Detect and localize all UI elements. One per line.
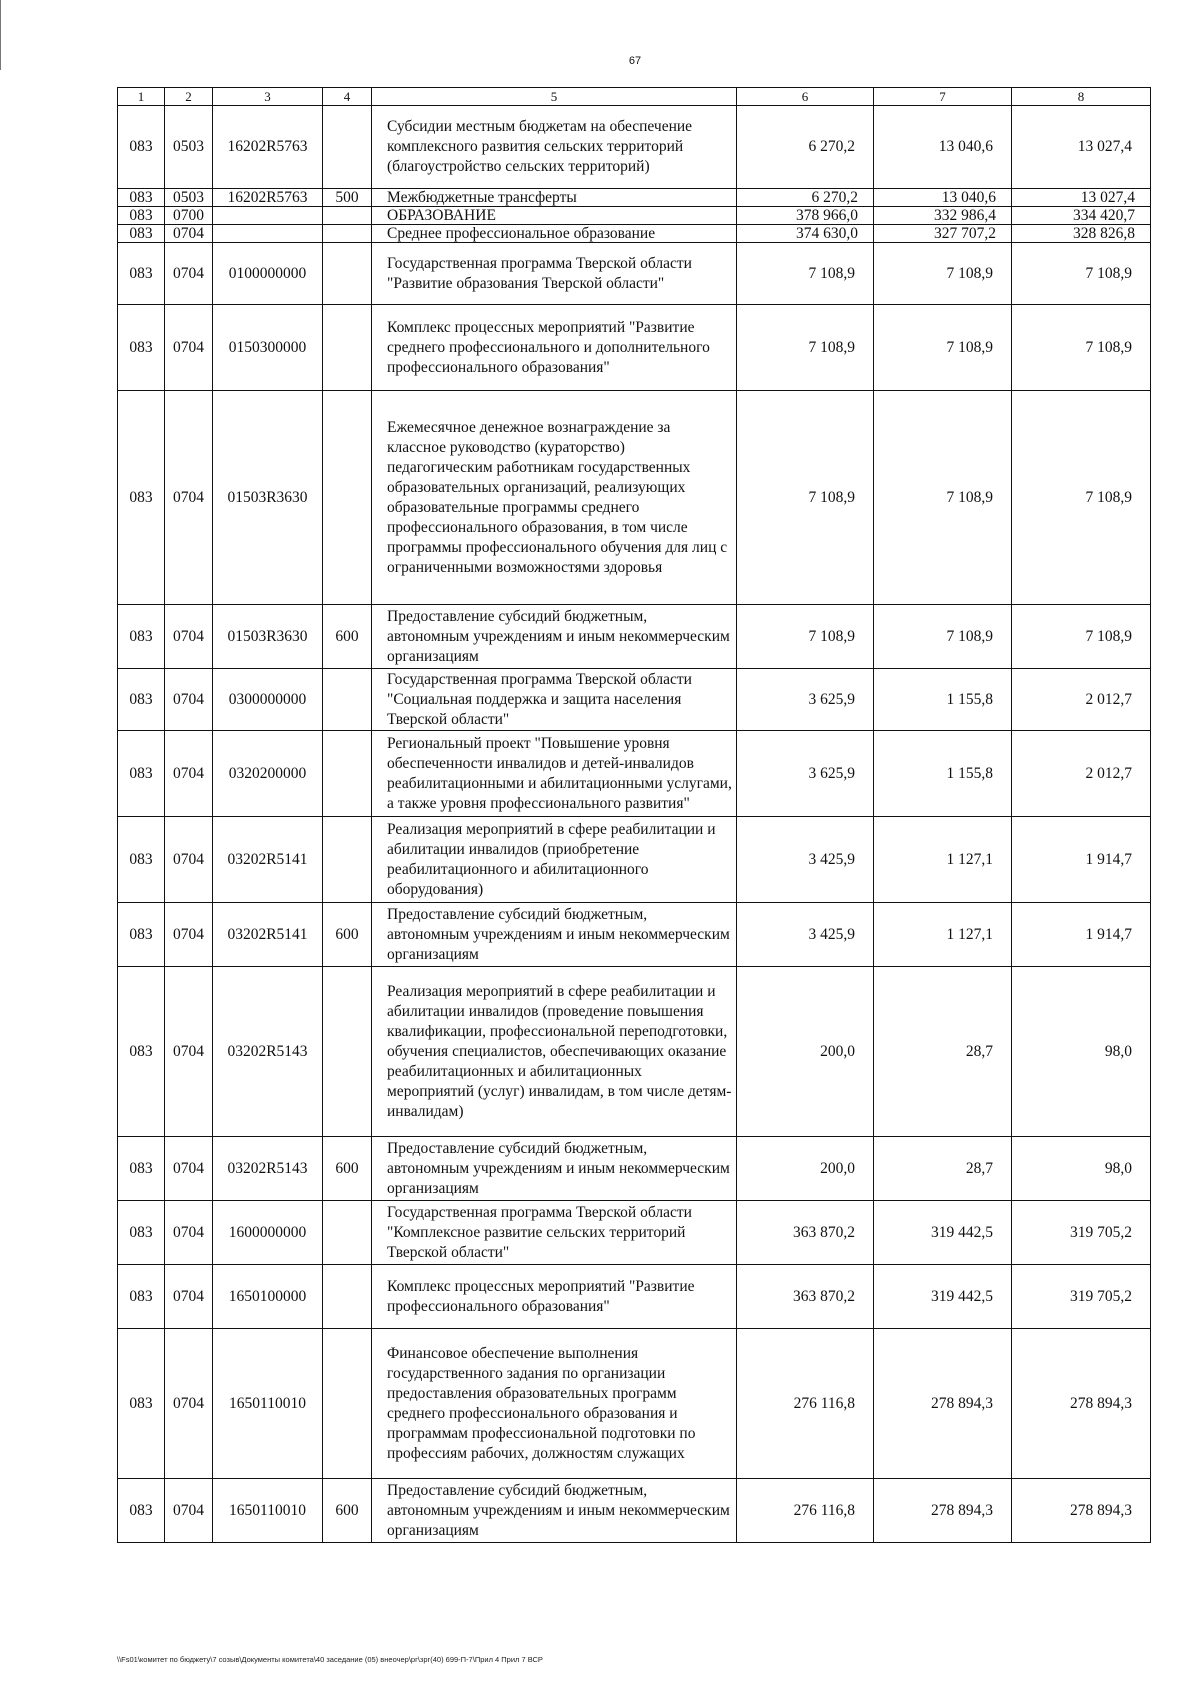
table-cell-col4: 600 (323, 1137, 372, 1201)
table-cell-col4 (323, 225, 372, 243)
table-cell-col3 (213, 207, 323, 225)
table-cell-col2: 0704 (165, 1201, 213, 1265)
table-cell-col6: 200,0 (737, 967, 874, 1137)
table-cell-col4 (323, 1265, 372, 1329)
table-row (118, 1479, 1151, 1543)
table-cell-col6: 7 108,9 (737, 305, 874, 391)
table-cell-col7: 13 040,6 (874, 189, 1012, 207)
column-header: 6 (737, 88, 874, 106)
table-cell-col2: 0704 (165, 391, 213, 605)
table-cell-col6: 3 425,9 (737, 817, 874, 903)
table-cell-col1: 083 (118, 669, 165, 731)
table-cell-col4: 600 (323, 605, 372, 669)
table-row (118, 669, 1151, 731)
column-header: 1 (118, 88, 165, 106)
table-cell-col2: 0503 (165, 106, 213, 189)
table-cell-col6: 3 625,9 (737, 669, 874, 731)
table-cell-col4: 600 (323, 903, 372, 967)
table-cell-col8: 2 012,7 (1012, 731, 1151, 817)
table-row (118, 1137, 1151, 1201)
table-cell-col2: 0503 (165, 189, 213, 207)
table-cell-col6: 6 270,2 (737, 106, 874, 189)
table-cell-col7: 7 108,9 (874, 391, 1012, 605)
table-cell-col4 (323, 967, 372, 1137)
table-cell-col1: 083 (118, 189, 165, 207)
table-cell-col3: 03202R5141 (213, 817, 323, 903)
table-cell-col4 (323, 207, 372, 225)
table-cell-col4 (323, 817, 372, 903)
table-cell-col7: 7 108,9 (874, 243, 1012, 305)
table-cell-col8: 2 012,7 (1012, 669, 1151, 731)
table-cell-col5: Среднее профессиональное образование (372, 225, 737, 243)
table-cell-col6: 363 870,2 (737, 1265, 874, 1329)
table-cell-col4 (323, 391, 372, 605)
table-row (118, 207, 1151, 225)
table-cell-col8: 13 027,4 (1012, 189, 1151, 207)
table-cell-col2: 0704 (165, 1137, 213, 1201)
table-cell-col6: 7 108,9 (737, 391, 874, 605)
column-header: 5 (372, 88, 737, 106)
table-cell-col4 (323, 669, 372, 731)
table-cell-col2: 0704 (165, 903, 213, 967)
table-cell-col1: 083 (118, 1137, 165, 1201)
table-cell-col3: 03202R5141 (213, 903, 323, 967)
budget-table (117, 87, 1151, 1543)
table-cell-col7: 327 707,2 (874, 225, 1012, 243)
table-row (118, 243, 1151, 305)
table-row (118, 903, 1151, 967)
table-cell-col5: Государственная программа Тверской области "Развитие образования Тверской области" (372, 243, 737, 305)
table-cell-col5: Предоставление субсидий бюджетным, автономным учреждениям и иным некоммерческим организациям (372, 1137, 737, 1201)
table-cell-col7: 319 442,5 (874, 1265, 1012, 1329)
table-cell-col7: 1 127,1 (874, 817, 1012, 903)
table-cell-col5: Субсидии местным бюджетам на обеспечение комплексного развития сельских территорий (благоустройство сельских территорий) (372, 106, 737, 189)
table-cell-col2: 0704 (165, 669, 213, 731)
table-cell-col3: 1600000000 (213, 1201, 323, 1265)
table-cell-col4: 600 (323, 1479, 372, 1543)
table-cell-col7: 28,7 (874, 967, 1012, 1137)
table-cell-col3: 01503R3630 (213, 391, 323, 605)
file-path-footer: \\Fs01\комитет по бюджету\7 созыв\Документы комитета\40 заседание (05) внеочер\рг\зрг(40) 699-П-7\Прил 4 Прил 7 ВСР (117, 1655, 543, 1664)
table-row (118, 605, 1151, 669)
table-cell-col8: 1 914,7 (1012, 903, 1151, 967)
table-cell-col4 (323, 106, 372, 189)
table-cell-col8: 334 420,7 (1012, 207, 1151, 225)
table-cell-col6: 6 270,2 (737, 189, 874, 207)
table-cell-col8: 278 894,3 (1012, 1479, 1151, 1543)
column-header: 3 (213, 88, 323, 106)
table-cell-col3: 01503R3630 (213, 605, 323, 669)
table-cell-col1: 083 (118, 605, 165, 669)
table-row (118, 225, 1151, 243)
table-cell-col1: 083 (118, 225, 165, 243)
column-header: 8 (1012, 88, 1151, 106)
column-header: 2 (165, 88, 213, 106)
table-row (118, 731, 1151, 817)
table-cell-col5: Государственная программа Тверской области "Комплексное развитие сельских территорий Тверской области" (372, 1201, 737, 1265)
table-cell-col5: Ежемесячное денежное вознаграждение за классное руководство (кураторство) педагогическим работникам государственных образовательных организаций, реализующих образовательные программы среднего профессионального образования, в том числе программы профессионального обучения для лиц с ограниченными возможностями здоровья (372, 391, 737, 605)
table-cell-col5: ОБРАЗОВАНИЕ (372, 207, 737, 225)
table-cell-col2: 0704 (165, 817, 213, 903)
table-cell-col1: 083 (118, 243, 165, 305)
column-header: 7 (874, 88, 1012, 106)
table-cell-col8: 1 914,7 (1012, 817, 1151, 903)
table-cell-col6: 200,0 (737, 1137, 874, 1201)
table-cell-col7: 13 040,6 (874, 106, 1012, 189)
table-cell-col8: 13 027,4 (1012, 106, 1151, 189)
page-number: 67 (628, 55, 642, 67)
table-cell-col4 (323, 1201, 372, 1265)
table-cell-col7: 28,7 (874, 1137, 1012, 1201)
table-cell-col2: 0704 (165, 243, 213, 305)
table-cell-col1: 083 (118, 106, 165, 189)
table-cell-col2: 0704 (165, 305, 213, 391)
table-cell-col3: 0320200000 (213, 731, 323, 817)
table-cell-col4 (323, 305, 372, 391)
table-row (118, 189, 1151, 207)
table-cell-col2: 0704 (165, 1265, 213, 1329)
table-cell-col1: 083 (118, 1479, 165, 1543)
table-cell-col8: 98,0 (1012, 1137, 1151, 1201)
table-cell-col6: 363 870,2 (737, 1201, 874, 1265)
table-cell-col1: 083 (118, 967, 165, 1137)
table-cell-col2: 0704 (165, 605, 213, 669)
table-row (118, 106, 1151, 189)
table-cell-col2: 0704 (165, 1329, 213, 1479)
table-cell-col5: Реализация мероприятий в сфере реабилитации и абилитации инвалидов (проведение повышения квалификации, профессиональной переподготовки, обучения специалистов, обеспечивающих оказание реабилитационных и абилитационных мероприятий (услуг) инвалидам, в том числе детям-инвалидам) (372, 967, 737, 1137)
table-row (118, 1265, 1151, 1329)
table-cell-col1: 083 (118, 1329, 165, 1479)
table-cell-col2: 0700 (165, 207, 213, 225)
table-cell-col4 (323, 1329, 372, 1479)
table-cell-col3: 03202R5143 (213, 1137, 323, 1201)
table-cell-col5: Региональный проект "Повышение уровня обеспеченности инвалидов и детей-инвалидов реабилитационными и абилитационными услугами, а также уровня профессионального развития" (372, 731, 737, 817)
table-cell-col2: 0704 (165, 225, 213, 243)
table-cell-col8: 319 705,2 (1012, 1201, 1151, 1265)
table-cell-col6: 7 108,9 (737, 605, 874, 669)
table-cell-col4: 500 (323, 189, 372, 207)
table-cell-col1: 083 (118, 1201, 165, 1265)
table-cell-col7: 332 986,4 (874, 207, 1012, 225)
table-cell-col1: 083 (118, 903, 165, 967)
table-cell-col6: 3 625,9 (737, 731, 874, 817)
table-row (118, 391, 1151, 605)
table-cell-col1: 083 (118, 305, 165, 391)
table-cell-col3: 0100000000 (213, 243, 323, 305)
table-cell-col7: 278 894,3 (874, 1479, 1012, 1543)
table-cell-col6: 378 966,0 (737, 207, 874, 225)
table-cell-col3: 16202R5763 (213, 189, 323, 207)
table-row (118, 305, 1151, 391)
table-cell-col5: Межбюджетные трансферты (372, 189, 737, 207)
table-cell-col5: Предоставление субсидий бюджетным, автономным учреждениям и иным некоммерческим организациям (372, 605, 737, 669)
table-cell-col8: 328 826,8 (1012, 225, 1151, 243)
table-cell-col7: 278 894,3 (874, 1329, 1012, 1479)
table-cell-col8: 7 108,9 (1012, 243, 1151, 305)
table-cell-col7: 7 108,9 (874, 605, 1012, 669)
table-row (118, 1201, 1151, 1265)
table-cell-col6: 374 630,0 (737, 225, 874, 243)
table-cell-col2: 0704 (165, 731, 213, 817)
table-cell-col6: 7 108,9 (737, 243, 874, 305)
table-cell-col5: Государственная программа Тверской области "Социальная поддержка и защита населения Тверской области" (372, 669, 737, 731)
table-header-row (118, 88, 1151, 106)
table-cell-col8: 7 108,9 (1012, 605, 1151, 669)
table-cell-col6: 276 116,8 (737, 1479, 874, 1543)
table-cell-col7: 7 108,9 (874, 305, 1012, 391)
table-cell-col5: Финансовое обеспечение выполнения государственного задания по организации предоставления образовательных программ среднего профессионального образования и программам профессиональной подготовки по профессиям рабочих, должностям служащих (372, 1329, 737, 1479)
table-cell-col3: 03202R5143 (213, 967, 323, 1137)
table-cell-col1: 083 (118, 207, 165, 225)
table-cell-col2: 0704 (165, 967, 213, 1137)
table-cell-col5: Реализация мероприятий в сфере реабилитации и абилитации инвалидов (приобретение реабилитационного и абилитационного оборудования) (372, 817, 737, 903)
table-cell-col4 (323, 731, 372, 817)
table-cell-col3: 1650110010 (213, 1479, 323, 1543)
table-cell-col8: 278 894,3 (1012, 1329, 1151, 1479)
table-row (118, 967, 1151, 1137)
table-row (118, 817, 1151, 903)
table-cell-col1: 083 (118, 391, 165, 605)
table-cell-col6: 3 425,9 (737, 903, 874, 967)
table-cell-col3: 1650100000 (213, 1265, 323, 1329)
table-cell-col4 (323, 243, 372, 305)
table-cell-col3: 16202R5763 (213, 106, 323, 189)
table-cell-col3: 0300000000 (213, 669, 323, 731)
table-cell-col3: 1650110010 (213, 1329, 323, 1479)
table-cell-col8: 7 108,9 (1012, 391, 1151, 605)
table-cell-col5: Комплекс процессных мероприятий "Развитие среднего профессионального и дополнительного профессионального образования" (372, 305, 737, 391)
table-cell-col7: 1 127,1 (874, 903, 1012, 967)
table-cell-col7: 1 155,8 (874, 731, 1012, 817)
table-cell-col8: 319 705,2 (1012, 1265, 1151, 1329)
table-cell-col3: 0150300000 (213, 305, 323, 391)
table-cell-col1: 083 (118, 731, 165, 817)
table-cell-col5: Предоставление субсидий бюджетным, автономным учреждениям и иным некоммерческим организациям (372, 1479, 737, 1543)
table-cell-col1: 083 (118, 1265, 165, 1329)
table-cell-col5: Предоставление субсидий бюджетным, автономным учреждениям и иным некоммерческим организациям (372, 903, 737, 967)
table-cell-col8: 98,0 (1012, 967, 1151, 1137)
table-cell-col2: 0704 (165, 1479, 213, 1543)
table-cell-col6: 276 116,8 (737, 1329, 874, 1479)
table-row (118, 1329, 1151, 1479)
table-cell-col7: 1 155,8 (874, 669, 1012, 731)
column-header: 4 (323, 88, 372, 106)
table-cell-col1: 083 (118, 817, 165, 903)
table-cell-col7: 319 442,5 (874, 1201, 1012, 1265)
table-cell-col5: Комплекс процессных мероприятий "Развитие профессионального образования" (372, 1265, 737, 1329)
table-cell-col3 (213, 225, 323, 243)
table-cell-col8: 7 108,9 (1012, 305, 1151, 391)
table-body (118, 106, 1151, 1543)
